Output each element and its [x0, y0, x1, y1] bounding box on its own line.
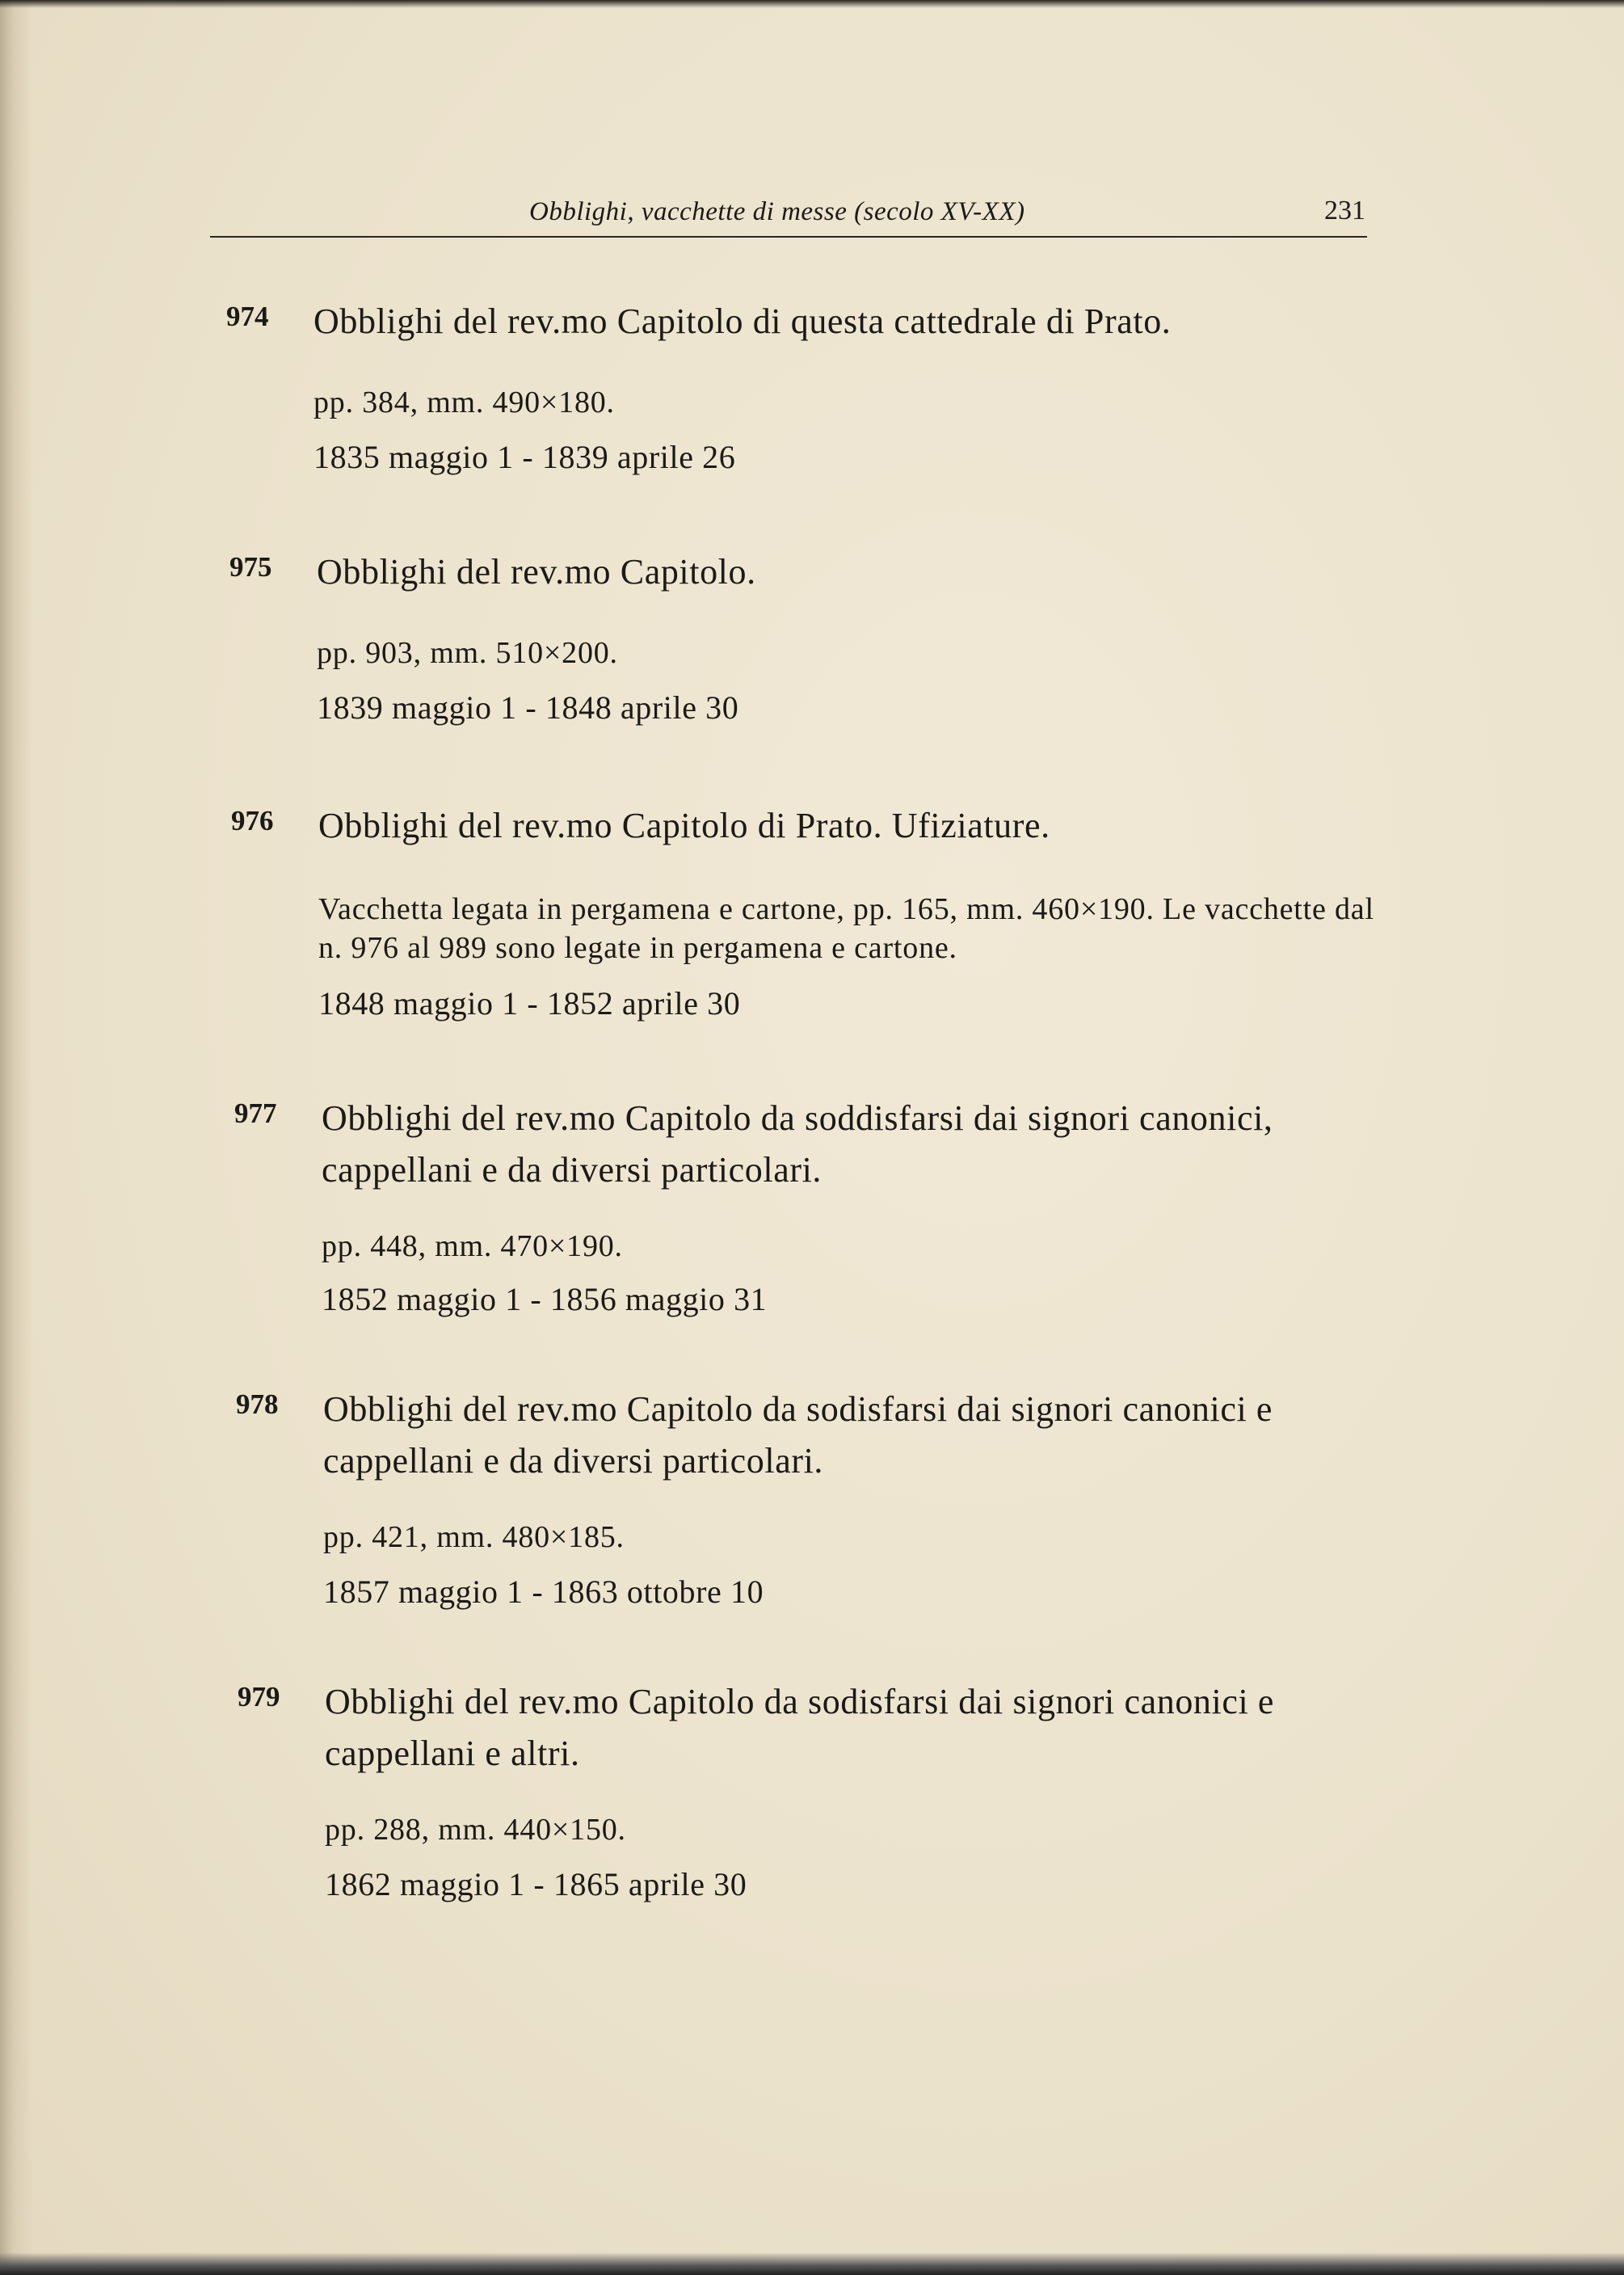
entry-number: 978: [236, 1388, 279, 1420]
entry-title: Obblighi del rev.mo Capitolo da sodisfarsi dai signori canonici e cappellani e altri.: [325, 1682, 1275, 1773]
page-top-edge: [0, 0, 1624, 8]
entry-dates: 1848 maggio 1 - 1852 aprile 30: [318, 985, 741, 1022]
entry-dates: 1857 maggio 1 - 1863 ottobre 10: [323, 1574, 764, 1610]
entry-dates: 1852 maggio 1 - 1856 maggio 31: [322, 1281, 768, 1317]
entry-title: Obblighi del rev.mo Capitolo.: [317, 552, 756, 592]
entry-number: 979: [238, 1681, 280, 1713]
entry-description: pp. 288, mm. 440×150.: [325, 1813, 626, 1847]
entry-number: 977: [234, 1097, 277, 1129]
entry-number: 976: [231, 805, 274, 836]
running-title: Obblighi, vacchette di messe (secolo XV-XX): [529, 197, 1025, 226]
entry-number: 974: [226, 301, 269, 332]
running-header: [210, 196, 1367, 238]
entry-description: pp. 421, mm. 480×185.: [323, 1520, 625, 1554]
entry-title: Obblighi del rev.mo Capitolo di Prato. Ufiziature.: [318, 806, 1050, 845]
entry-description: Vacchetta legata in pergamena e cartone, pp. 165, mm. 460×190. Le vacchette dal n. 976 al 989 sono legate in pergamena e cartone.: [318, 892, 1374, 965]
entry-description: pp. 448, mm. 470×190.: [322, 1229, 623, 1263]
page-number: 231: [1324, 196, 1365, 225]
entry-description: pp. 384, mm. 490×180.: [313, 385, 615, 419]
page-bottom-edge: [0, 2252, 1624, 2275]
entry-title: Obblighi del rev.mo Capitolo da soddisfarsi dai signori canonici, cappellani e da diversi particolari.: [322, 1098, 1273, 1190]
entry-dates: 1835 maggio 1 - 1839 aprile 26: [313, 439, 736, 475]
entry-dates: 1862 maggio 1 - 1865 aprile 30: [325, 1866, 747, 1902]
page-spine-shadow: [0, 0, 32, 2275]
entry-description: pp. 903, mm. 510×200.: [317, 636, 618, 670]
entry-dates: 1839 maggio 1 - 1848 aprile 30: [317, 689, 739, 726]
entry-number: 975: [229, 551, 272, 583]
entry-title: Obblighi del rev.mo Capitolo di questa cattedrale di Prato.: [313, 301, 1172, 341]
entry-title: Obblighi del rev.mo Capitolo da sodisfarsi dai signori canonici e cappellani e da diversi particolari.: [323, 1389, 1273, 1481]
